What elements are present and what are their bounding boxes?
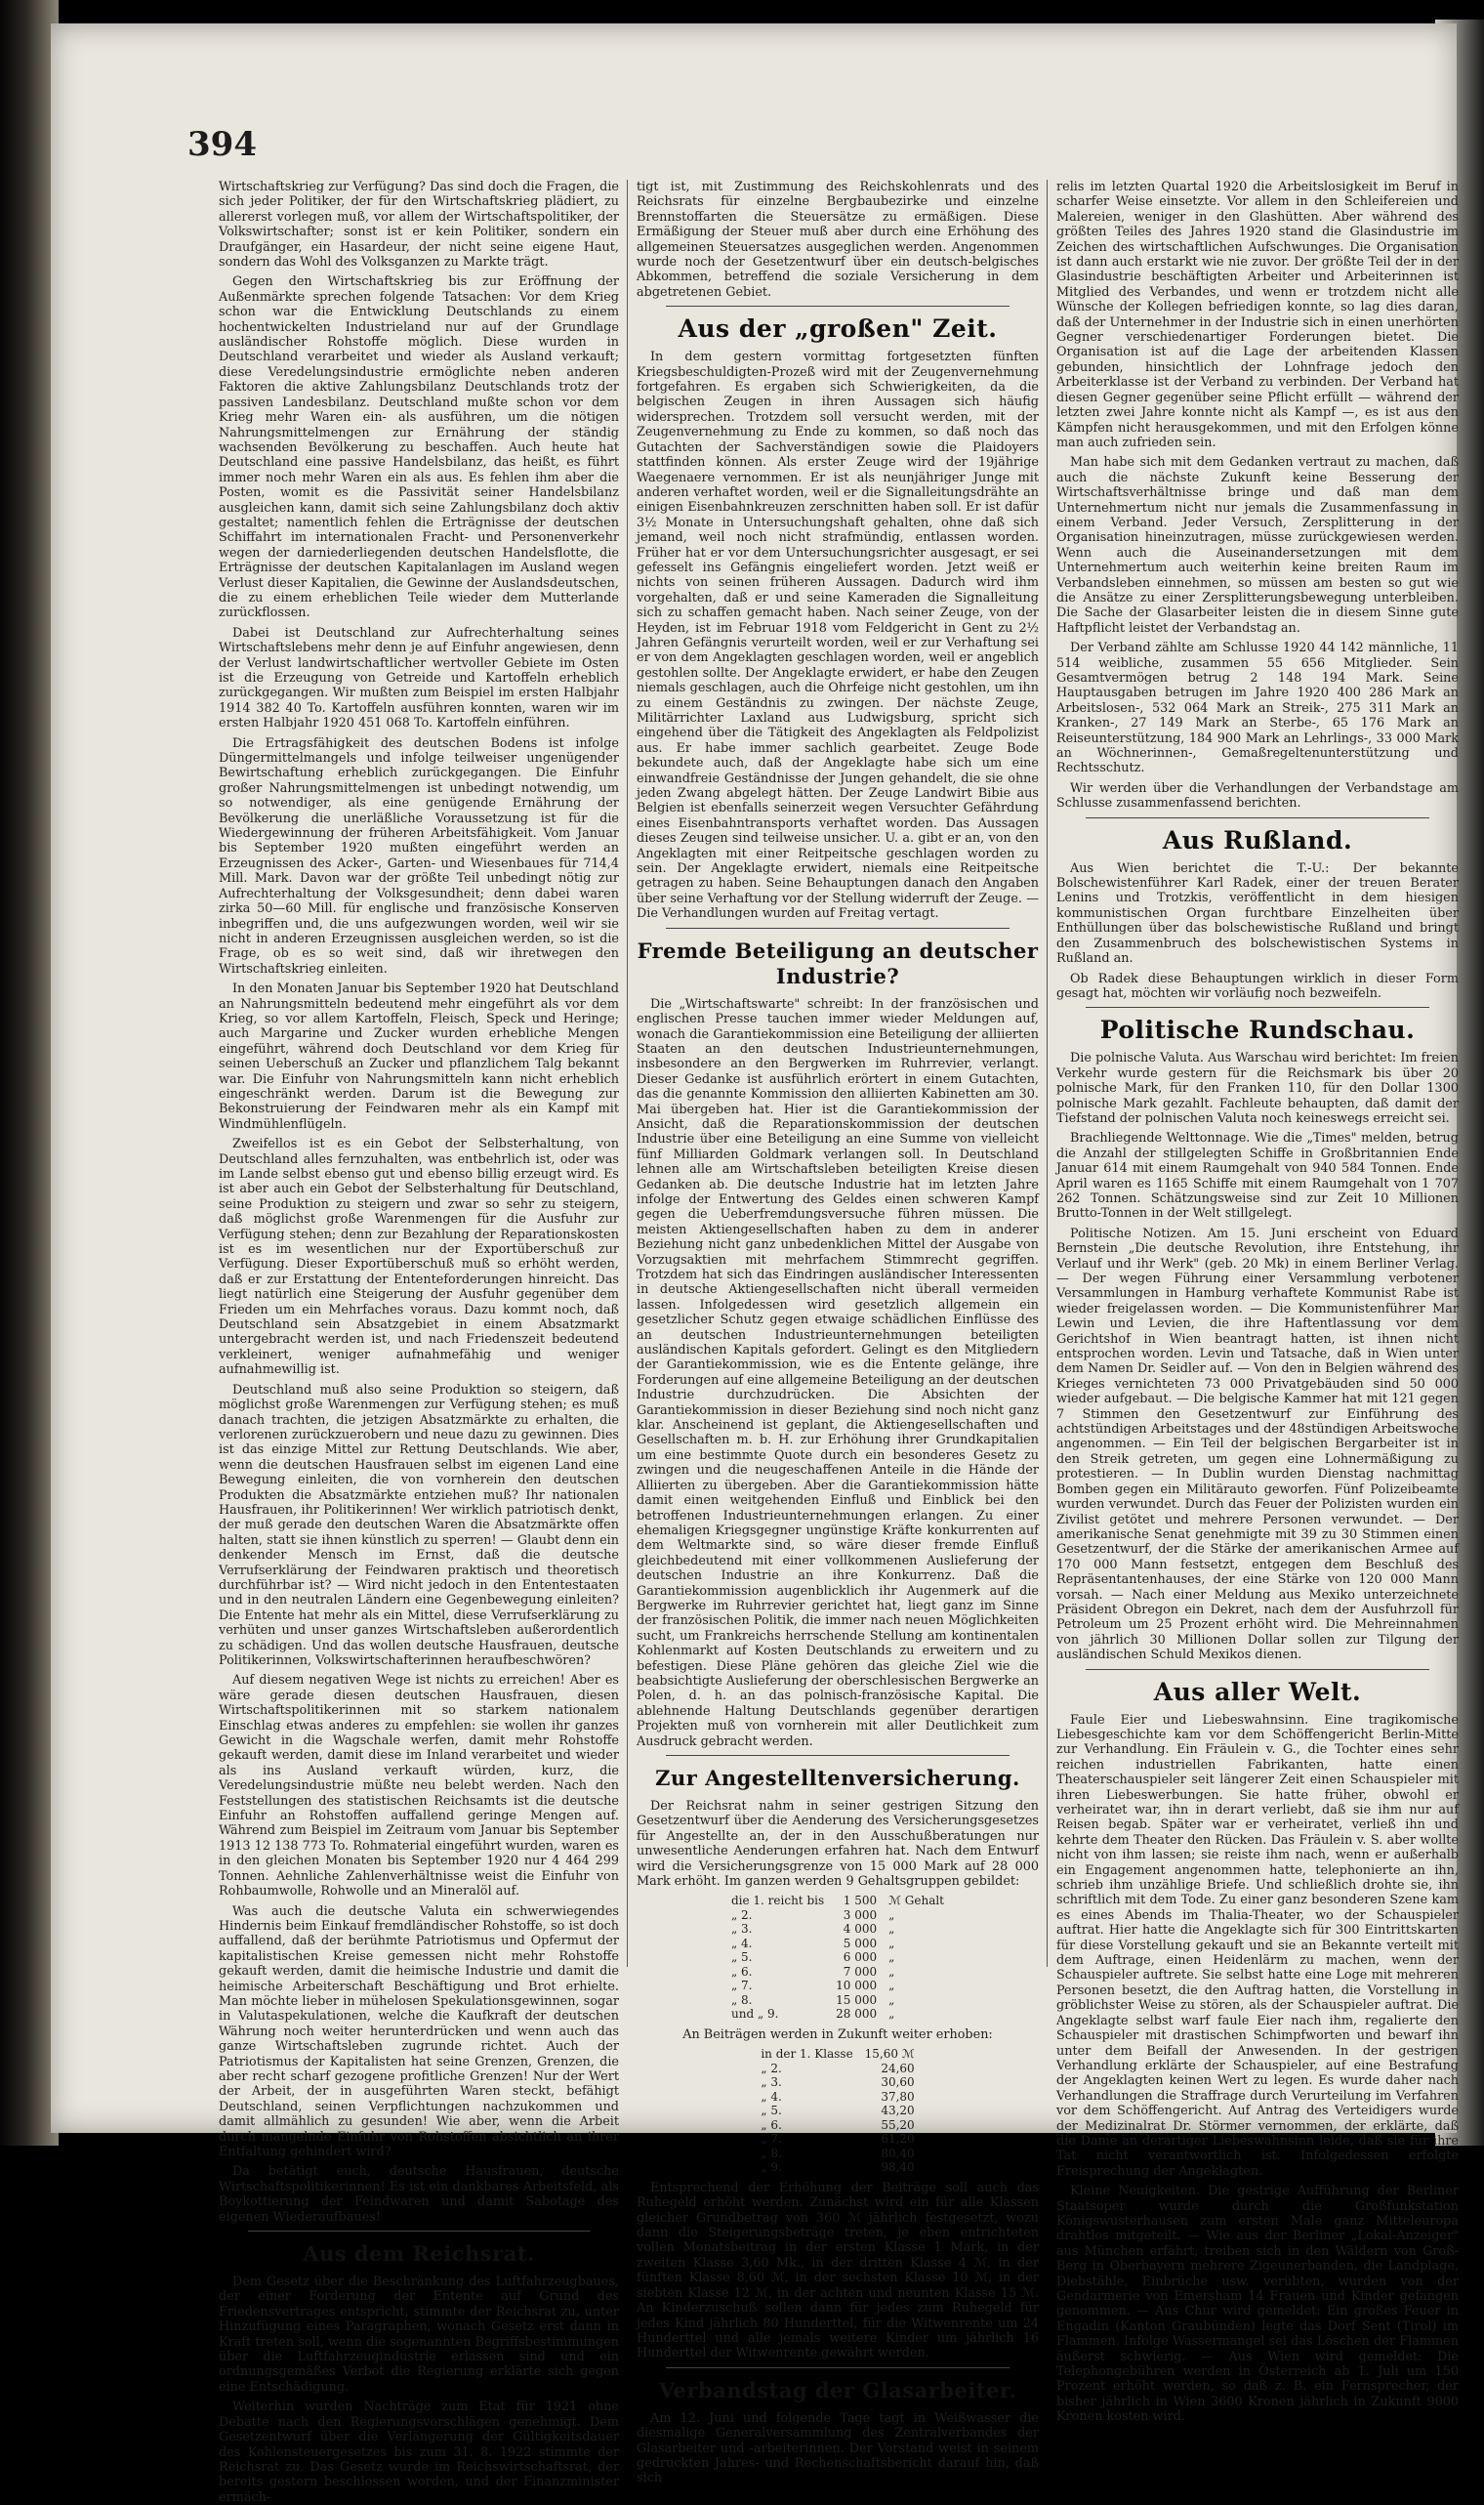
table-cell: 6 000: [843, 1950, 878, 1965]
contribution-row: [755, 2062, 920, 2076]
salary-groups-table: [725, 1894, 950, 2022]
table-cell: „: [888, 1936, 895, 1950]
article-paragraph: Zweifellos ist es ein Gebot der Selbsterhaltung, von Deutschland alles fernzuhalten, was entbehrlich ist, oder was im Lande selbst ebenso gut und ebenso billig erzeugt wird. Es ist aber auch ein Gebot der Selbsterhaltung für Deutschland, seine Produktion zu steigern und zwar so sehr zu steigern, daß möglichst große Warenmengen für die Ausfuhr zur Verfügung stehen; denn zur Bezahlung der Reparationskosten ist es im wesentlichen nur der Exportüberschuß zur Verfügung. Dieser Exportüberschuß muß so erhöht werden, daß er zur Erstattung der Ententeforderungen hinreicht. Das liegt natürlich eine Steigerung der Ausfuhr gegenüber dem Frieden um ein Mehrfaches voraus. Dazu kommt noch, daß Deutschland sein Absatzgebiet in einem Absatzmarkt untergebracht werden ist, und nach Friedenszeit bedeutend verkleinert, weniger aufnahmefähig und weniger aufnahmewillig ist.: [219, 1137, 619, 1378]
table-cell: und „ 9.: [730, 2007, 779, 2022]
column-right: [1056, 180, 1459, 2425]
article-paragraph: Aus Wien berichtet die T.-U.: Der bekannte Bolschewistenführer Karl Radek, einer der treuen Berater Lenins und Trotzkis, veröffentlicht in dem hiesigen kommunistischen Organ furchtbare Einzelheiten über Enthüllungen über das bolschewistische Rußland und bringt den Zusammenbruch des bolschewistischen Systems in Rußland an.: [1056, 860, 1459, 967]
article-paragraph: Was auch die deutsche Valuta ein schwerwiegendes Hindernis beim Einkauf fremdländischer Rohstoffe, so ist doch auffallend, daß der berühmte Patriotismus und Opfermut der kapitalistischen Kreise gemessen nicht mehr Rohstoffe gekauft werden, damit die heimische Industrie und damit die heimische Arbeiterschaft Beschäftigung und Brot erhielte. Man möchte lieber in mühelosen Spekulationsgewinnen, sogar in Valutaspekulationen, welche die Kaufkraft der deutschen Währung noch weiter herunterdrücken und wenn auch das ganze Wirtschaftsleben zugrunde richtet. Auch der Patriotismus der Kapitalisten hat seine Grenzen, Grenzen, die aber recht scharf gezogene profitliche Grenzen! Nur der Wert der Arbeit, der in ausgeführten Waren steckt, befähigt Deutschland, seinen Verpflichtungen nachzukommen und damit allmählich zu gesunden! Wie aber, wenn die Arbeit durch mangelnde Einfuhr von Rohstoffen absichtlich an ihrer Entfaltung gehindert wird?: [219, 1903, 619, 2159]
table-cell: 24,60: [881, 2061, 915, 2075]
section-divider: [248, 2231, 590, 2232]
contribution-intro: An Beiträgen werden in Zukunft weiter erhoben:: [682, 2026, 993, 2042]
article-paragraph: Dem Gesetz über die Beschränkung des Luftfahrzeugbaues, der einer Forderung der Entente auf Grund des Friedensvertrages entspricht, stimmte der Reichsrat zu, unter Hinzufügung eines Paragraphen, wonach Gesetz erst dann in Kraft treten soll, wenn die sogenannten Begriffsbestimmungen über die Luftfahrzeugindustrie erlassen sind und ein ordnungsgemäßes Verbot die Regierung erklärte sich gegen eine Entschädigung.: [219, 2275, 619, 2395]
section-divider: [666, 928, 1010, 929]
article-paragraph: Am 12. Juni und folgende Tage tagt in Weißwasser die diesmalige Generalversammlung des Zentralverbandes der Glasarbeiter und -arbeiterinnen. Der Vorstand weist in seinem gedruckten Jahres- und Rechenschaftsbericht darauf hin, daß sich: [637, 2410, 1039, 2486]
table-cell: „ 6.: [761, 2117, 782, 2132]
table-cell: „: [888, 1992, 895, 2007]
article-paragraph: Deutschland muß also seine Produktion so steigern, daß möglichst große Warenmengen zur Verfügung stehen; es muß danach trachten, die jetzigen Absatzmärkte zu erhalten, die verlorenen zurückzuerobern und neue dazu zu gewinnen. Dies ist das einzige Mittel zur Rettung Deutschlands. Wie aber, wenn die deutschen Hausfrauen selbst im eigenen Land eine Bewegung einleiten, die von vornherein den deutschen Produkten die Absatzmärkte entziehen muß? Ihr nationalen Hausfrauen, ihr Politikerinnen! Wer wirklich patriotisch denkt, der muß gerade den deutschen Waren die Absatzmärkte offen halten, statt sie ihnen künstlich zu sperren! — Glaubt denn ein denkender Mensch im Ernst, daß die deutsche Verrufserklärung der Feindwaren praktisch und theoretisch durchführbar ist? — Wird nicht jedoch in den Ententestaaten und in den neutralen Ländern eine Gegenbewegung einleiten? Die Entente hat mehr als ein Mittel, diese Verrufserklärung zu verhüten und unser ganzes Wirtschaftsleben außerordentlich zu schädigen. Und das wollen deutsche Hausfrauen, deutsche Politikerinnen, Volkswirtschafterinnen heraufbeschwören?: [219, 1382, 619, 1668]
table-cell: „: [888, 1964, 895, 1979]
table-cell: 37,80: [881, 2089, 915, 2104]
table-cell: 5 000: [843, 1936, 878, 1950]
section-divider: [1086, 817, 1429, 818]
article-paragraph: relis im letzten Quartal 1920 die Arbeitslosigkeit im Beruf in scharfer Weise einsetzte. Vor allem in den Schleifereien und Malereien, weniger in den Glashütten. Aber während des größten Teiles des Jahres 1920 stand die Glasindustrie im Zeichen des wirtschaftlichen Aufschwunges. Die Organisation ist dann auch erstarkt wie nie zuvor. Der größte Teil der in der Glasindustrie beschäftigten Arbeiter und Arbeiterinnen ist Mitglied des Verbandes, und wenn er trotzdem nicht alle Wünsche der Kollegen befriedigen konnte, so lag dies daran, daß der Unternehmer in der Industrie sich in einen unerhörten Gegner verschiedenartiger Forderungen bietet. Die Organisation ist auf die Lage der arbeitenden Klassen gebunden, hinsichtlich der Lohnfrage jedoch den Arbeiterklasse ist der Verband zu verbinden. Der Verband hat diesen Gegner gegenüber seine Pflicht erfüllt — während der letzten zwei Jahre konnte nicht als Kampf —, es ist aus den Kämpfen nicht herausgekommen, und mit den Erfolgen könne man auch zufrieden sein.: [1056, 180, 1459, 450]
article-paragraph: Auf diesem negativen Wege ist nichts zu erreichen! Aber es wäre gerade diesen deutschen Hausfrauen, diesen Wirtschaftspolitikerinnen mit so starkem nationalem Einschlag etwas anderes zu empfehlen: sie wollen ihr ganzes Gewicht in die Wagschale werfen, damit mehr Rohstoffe gekauft werden, damit diese im Inland verarbeitet und wieder als ins Ausland verkauft würden, kurz, die Veredelungsindustrie müßte neu belebt werden. Nach den Feststellungen des statistischen Reichsamts ist die deutsche Einfuhr an Rohstoffen auffallend geringe Mengen auf. Während zum Beispiel im Zeitraum vom Januar bis September 1913 12 138 773 To. Rohmaterial eingeführt wurden, waren es in den gleichen Monaten bis September 1920 nur 4 464 299 Tonnen. Aehnliche Zahlenverhältnisse weist die Einfuhr von Rohbaumwolle, Rohwolle und an Mineralöl auf.: [219, 1673, 619, 1900]
table-cell: „: [888, 1907, 895, 1922]
article-paragraph: Kleine Neuigkeiten. Die gestrige Aufführung der Berliner Staatsoper wurde durch die Großfunkstation Königswusterhausen zum ersten Male ganz Mitteleuropa drahtlos mitgeteilt. — Wie aus der Berliner „Lokal-Anzeiger" aus München erfährt, treiben sich in den Wäldern von Groß-Berg in Oberbayern mehrere Zigeunerbanden, die Landplage, Diebstähle, Einbrüche usw. verübten, wurden von der Gendarmerie von Emersham 14 Frauen und Kinder gefangen genommen. — Aus Chur wird gemeldet: Ein großes Feuer in Engadin (Kanton Graubünden) legte das Dorf Sent (Tirol) im Flammen. Infolge Wassermangel sei das Löschen der Flammen äußerst schwierig. — Aus Wien wird gemeldet: Die Telephongebühren werden in Österreich ab 1. Juli um 150 Prozent erhöht werden, so daß z. B. ein Fernsprecher, der bisher jährlich in Wien 3600 Kronen jährlich in Zukunft 9000 Kronen kosten wird.: [1056, 2184, 1459, 2425]
article-paragraph: tigt ist, mit Zustimmung des Reichskohlenrats und des Reichsrats für einzelne Bergbaubezirke und einzelne Brennstoffarten die Steuersätze zu ermäßigen. Diese Ermäßigung der Steuer muß aber durch eine Erhöhung des allgemeinen Steuersatzes ausgeglichen werden. Angenommen wurde noch der Gesetzentwurf über ein deutsch-belgisches Abkommen, betreffend die soziale Versicherung in dem abgetretenen Gebiet.: [637, 180, 1039, 300]
article-paragraph: Faule Eier und Liebeswahnsinn. Eine tragikomische Liebesgeschichte kam vor dem Schöffengericht Berlin-Mitte zur Verhandlung. Ein Fräulein v. G., die Tochter eines sehr reichen industriellen Fabrikanten, hatte einen Theaterschauspieler seit längerer Zeit einen Schauspieler mit ihren Liebeswerbungen. Sie hatte früher, obwohl er verheiratet war, ihn in derart verliebt, daß sie ihm nur auf Reisen begab. Später war er verheiratet, verließ ihn und kehrte dem Theater den Rücken. Das Fräulein v. S. aber wollte nicht von ihm lassen; sie reiste ihm nach, wenn er außerhalb ein Engagement angenommen hatte, telephonierte an ihn, schrieb ihm unzählige Briefe. Und schließlich drohte sie, ihn schriftlich mit dem Tode. Zu einer ganz besonderen Szene kam es eines Abends im Thalia-Theater, wo der Schauspieler auftrat. Hier hatte die Angeklagte sich für 300 Eintrittskarten für diese Vorstellung gekauft und sie an Bekannte verteilt mit dem Auftrage, einen Heidenlärm zu machen, wenn der Schauspieler auftrete. Sie selbst hatte eine Loge mit mehreren Personen besetzt, die den Auftrag hatten, die Vorstellung in gröblichster Weise zu stören, als der Schauspieler auftrat. Die Angeklagte selbst warf faule Eier nach ihm, regalierte den Schauspieler mit drastischen Schimpfworten und bewarf ihn unter dem Beifall der Anwesenden. In der gestrigen Verhandlung erklärte der Schauspieler, auf eine Bestrafung der Angeklagten keinen Wert zu legen. Es wurde daher nach Verhandlungen die Straffrage durch Verurteilung im Verfahren vor dem Schöffengericht. Auf Antrag des Verteidigers wurde der Medizinalrat Dr. Störmer vernommen, der erklärte, daß die Dame an derartiger Liebeswahnsinn leide, daß sie für ihre Tat nicht verantwortlich ist. Infolgedessen erfolgte Freisprechung der Angeklagten.: [1056, 1712, 1459, 2179]
table-cell: 80,40: [881, 2146, 915, 2160]
headline-grosse-zeit: Aus der „großen" Zeit.: [678, 314, 998, 344]
article-paragraph: Da betätigt euch, deutsche Hausfrauen, deutsche Wirtschaftspolitikerinnen! Es ist ein dankbares Arbeitsfeld, als Boykottierung der Feindwaren und damit Sabotage des eigenen Wiederaufbaues!: [219, 2164, 619, 2225]
article-paragraph: Der Verband zählte am Schlusse 1920 44 142 männliche, 11 514 weibliche, zusammen 55 656 Mitglieder. Sein Gesamtvermögen betrug 2 148 194 Mark. Seine Hauptausgaben betrugen im Jahre 1920 400 286 Mark an Arbeitslosen-, 532 064 Mark an Streik-, 275 311 Mark an Kranken-, 27 149 Mark an Sterbe-, 65 176 Mark an Reiseunterstützung, 184 900 Mark an Lehrlings-, 33 000 Mark an Wöchnerinnen-, Gemaßregeltenunterstützung und Rechtsschutz.: [1056, 641, 1459, 776]
article-paragraph: Wirtschaftskrieg zur Verfügung? Das sind doch die Fragen, die sich jeder Politiker, der für den Wirtschaftskrieg plädiert, zu allererst vorlegen muß, vor allem der Wirtschaftspolitiker, der Volkswirtschafter; sonst ist er kein Politiker, sondern ein Draufgänger, ein Hasardeur, der nicht seine eigene Haut, sondern das Wohl des Volksganzen zu Markte trägt.: [219, 180, 619, 271]
headline-angestelltenversicherung: Zur Angestelltenversicherung.: [655, 1766, 1020, 1790]
contribution-row: [755, 2047, 920, 2062]
table-cell: 10 000: [836, 1979, 878, 1993]
column-left: [219, 180, 619, 2505]
column-rule: [627, 180, 628, 1967]
article-paragraph: Dabei ist Deutschland zur Aufrechterhaltung seines Wirtschaftslebens mehr denn je auf Einfuhr angewiesen, denn der Verlust landwirtschaftlicher wertvoller Gebiete im Osten ist die Erzeugung von Getreide und Kartoffeln erheblich zurückgegangen. Wir mußten zum Beispiel im ersten Halbjahr 1914 382 40 To. Kartoffeln ausführen konnten, waren wir im ersten Halbjahr 1920 451 068 To. Kartoffeln einführen.: [219, 625, 619, 731]
article-paragraph: Wir werden über die Verhandlungen der Verbandstage am Schlusse zusammenfassend berichten.: [1056, 780, 1459, 812]
section-divider: [666, 306, 1010, 307]
contribution-row: [755, 2147, 920, 2161]
section-divider: [1086, 1007, 1429, 1008]
table-cell: „ 2.: [761, 2061, 782, 2075]
table-cell: 43,20: [881, 2104, 915, 2118]
article-paragraph: In den Monaten Januar bis September 1920 hat Deutschland an Nahrungsmitteln bedeutend mehr eingeführt als vor dem Krieg, so vor allem Kartoffeln, Fleisch, Speck und Heringe; auch Margarine und Zucker wurden erhebliche Mengen eingeführt, während doch Deutschland vor dem Krieg für seinen Ueberschuß an Zucker und pflanzlichem Talg bekannt war. Die Einfuhr von Nahrungsmitteln kann nicht erheblich eingeschränkt werden. Darum ist die Bewegung zur Bekonstruierung der Feindwaren mehr als ein Kampf mit Windmühlenflügeln.: [219, 981, 619, 1132]
article-paragraph: Man habe sich mit dem Gedanken vertraut zu machen, daß auch die nächste Zukunft keine Besserung der Wirtschaftsverhältnisse bringe und daß man dem Unternehmertum nicht nur jemals die Zusammenfassung in einem Verband. Jeder Versuch, Zersplitterung in der Organisation hineinzutragen, müsse zurückgewiesen werden. Wenn auch die Auseinandersetzungen mit dem Unternehmertum auch weiterhin keine breiten Raum im Verbandsleben einnehmen, so müssen am besten so gut wie die Ansätze zu einer Zersplitterungsbewegung unterbleiben. Die Sache der Glasarbeiter leisten die in diesem Sinne gute Haftpflicht leistet der Verbandstag an.: [1056, 455, 1459, 636]
salary-group-row: [725, 1937, 950, 1951]
column-middle: [637, 180, 1039, 2486]
table-cell: 7 000: [843, 1964, 878, 1979]
table-cell: „: [888, 1950, 895, 1965]
table-cell: ℳ Gehalt: [888, 1894, 945, 1908]
headline-glasarbeiter: Verbandstag der Glasarbeiter.: [658, 2377, 1017, 2402]
table-cell: 55,20: [881, 2117, 915, 2132]
table-cell: „: [888, 2007, 895, 2022]
article-paragraph: Entsprechend der Erhöhung der Beiträge soll auch das Ruhegeld erhöht werden. Zunächst wird ein für alle Klassen gleicher Grundbetrag von 360 ℳ jährlich festgesetzt, wozu dann die Steigerungsbeträge treten, je eben entrichteten vollen Monatsbeitrag in der ersten Klasse 1 Mark, in der zweiten Klasse 3,60 Mk., in der dritten Klasse 4 ℳ, in der fünften Klasse 8,60 ℳ, in der sechsten Klasse 10 ℳ, in der siebten Klasse 12 ℳ, in der achten und neunten Klasse 15 ℳ. An Kinderzuschuß sollen dann für jedes zum Ruhegeld für jedes Kind jährlich 80 Hunderttel, für die Witwenrente um 24 Hunderttel und alle jemals weitere Kinder um jährlich 16 Hunderttel der Witwenrente gewährt werden.: [637, 2180, 1039, 2361]
contribution-row: [755, 2132, 920, 2147]
table-cell: „ 3.: [761, 2075, 782, 2090]
article-paragraph: Politische Notizen. Am 15. Juni erscheint von Eduard Bernstein „Die deutsche Revolution, ihre Entstehung, ihr Verlauf und ihr Werk" (geb. 20 Mk) in einem Berliner Verlag. — Der wegen Führung einer Versammlung verbotener Versammlungen in Hamburg verhaftete Kommunist Rabe ist wieder freigelassen worden. — Die Kommunistenführer Mar Lewin und Levien, die ihre Haftentlassung vor dem Gerichtshof in Wien beantragt hatten, ist ihnen nicht entsprochen worden. Levin und Tatsache, daß in Wien unter dem Namen Dr. Seidler auf. — Von den in Belgien während des Krieges vernichteten 73 000 Privatgebäuden sind 50 000 wieder aufgebaut. — Die belgische Kammer hat mit 121 gegen 7 Stimmen den Gesetzentwurf zur Einführung des achtstündigen Arbeitstages und der 48stündigen Arbeitswoche angenommen. — Ein Teil der belgischen Bergarbeiter ist in den Streik getreten, um gegen eine Lohnermäßigung zu protestieren. — In Dublin wurden Dienstag nachmittag Bomben gegen ein Militärauto geworfen. Fünf Polizeibeamte wurden verwundet. Durch das Feuer der Polizisten wurden ein Zivilist getötet und mehrere Personen verwundet. — Der amerikanische Senat genehmigte mit 39 zu 30 Stimmen einen Gesetzentwurf, der die Stärke der amerikanischen Armee auf 170 000 Mann festsetzt, entgegen dem Beschluß des Repräsentantenhauses, der eine Stärke von 120 000 Mann vorsah. — Nach einer Meldung aus Mexiko unterzeichnete Präsident Obregon ein Dekret, nach dem der Ausfuhrzoll für Petroleum um 25 Prozent erhöht wird. Die Mehreinnahmen von jährlich 30 Millionen Dollar sollen zur Tilgung der ausländischen Schuld Mexikos dienen.: [1056, 1226, 1459, 1663]
salary-group-row: [725, 2007, 950, 2022]
table-cell: 4 000: [843, 1922, 878, 1937]
salary-group-row: [725, 1922, 950, 1937]
article-paragraph: Die „Wirtschaftswarte" schreibt: In der französischen und englischen Presse tauchen immer wieder Meldungen auf, wonach die Garantiekommission eine Beteiligung der alliierten Staaten an den deutschen Industrieunternehmungen, insbesondere an den Bergwerken im Ruhrrevier, verlangt. Dieser Gedanke ist ausführlich erörtert in einem Gutachten, das die genannte Kommission den alliierten Kabinetten am 30. Mai übergeben hat. Hier ist die Garantiekommission der Ansicht, daß die Reparationskommission der deutschen Industrie über eine Beteiligung an eine Summe von vielleicht fünf Milliarden Goldmark verlangen soll. In Deutschland lehnen alle am Wirtschaftsleben beteiligten Kreise diesen Gedanken ab. Die deutsche Industrie hat im letzten Jahre infolge der Entwertung des Geldes einen schweren Kampf gegen die Ueberfremdungsversuche führen müssen. Die meisten Aktiengesellschaften haben zu dem in anderer Beziehung nicht ganz unbedenklichen Mittel der Ausgabe von Vorzugsaktien mit mehrfachem Stimmrecht gegriffen. Trotzdem hat sich das Eindringen ausländischer Interessenten in deutsche Aktiengesellschaften nicht überall vermeiden lassen. Infolgedessen wird gesetzlich allgemein ein gesetzlicher Schutz gegen etwaige schädlichen Einflüsse des an deutschen Industrieunternehmungen beteiligten ausländischen Kapitals gefordert. Gelingt es den Mitgliedern der Garantiekommission, wie es die Entente gelänge, ihre Forderungen auf eine allgemeine Beteiligung an der deutschen Industrie durchzudrücken. Die Absichten der Garantiekommission in dieser Beziehung sind noch nicht ganz klar. Anscheinend ist geplant, die Aktiengesellschaften und Gesellschaften m. b. H. zur Erhöhung ihrer Grundkapitalien um eine bestimmte Quote durch ein besonderes Gesetz zu zwingen und die neugeschaffenen Anteile in die Hände der Alliierten zu übergeben. Aber die Garantiekommission hätte damit einen weitgehenden Einfluß und Einblick bei den betroffenen Industrieunternehmungen erlangen. Zu einer ehemaligen Kriegsgegner ungünstige Kräfte konkurrenten auf dem Weltmarkte sind, so wäre dieser fremde Einfluß gleichbedeutend mit einer vollkommenen Auslieferung der deutschen Industrie an ihre Konkurrenz. Daß die Garantiekommission augenblicklich ihr Augenmerk auf die Bergwerke im Ruhrrevier gerichtet hat, liegt ganz im Sinne der französischen Politik, die immer nach neuen Möglichkeiten sucht, um Frankreichs herrschende Stellung am kontinentalen Kohlenmarkt auf Kosten Deutschlands zu erweitern und zu befestigen. Diese Pläne gehören das gleiche Ziel wie die beabsichtigte Auslieferung der oberschlesischen Bergwerke an Polen, d. h. an das polnisch-französische Kapital. Die ablehnende Haltung Deutschlands gegenüber derartigen Projekten muß von vornherein mit aller Deutlichkeit zum Ausdruck gebracht werden.: [637, 996, 1039, 1749]
article-paragraph: In dem gestern vormittag fortgesetzten fünften Kriegsbeschuldigten-Prozeß wird mit der Zeugenvernehmung fortgefahren. Es ergaben sich Schwierigkeiten, da die belgischen Zeugen in ihren Aussagen sich häufig widersprechen. Trotzdem soll versucht werden, mit der Zeugenvernehmung zu Ende zu kommen, so daß noch das Gutachten der Sachverständigen sowie die Plaidoyers stattfinden können. Als erster Zeuge wird der 19jährige Waegenaere vernommen. Er ist als neunjähriger Junge mit anderen verhaftet worden, weil er die Signalleitungsdrähte an einigen Eisenbahnkreuzen zerschnitten haben soll. Er ist dafür 3½ Monate in Untersuchungshaft gehalten, ohne daß sich jemand, weil noch nicht strafmündig, entlassen worden. Früher hat er vor dem Untersuchungsrichter ausgesagt, er sei gefesselt ins Gefängnis eingeliefert worden. Jetzt weiß er nichts von seinen früheren Aussagen. Dadurch wird ihm vorgehalten, daß er und seine Kameraden die Signalleitung sich zu schaffen gemacht haben. Nach seiner Zeuge, von der Heyden, ist im Februar 1918 vom Feldgericht in Gent zu 2½ Jahren Gefängnis verurteilt worden, weil er zur Verhaftung sei er von dem Angeklagten geschlagen worden, weil er angeblich gestohlen sollte. Der Angeklagte erwidert, er habe den Zeugen niemals geschlagen, auch die Ohrfeige nicht gestohlen, um ihn zu einem Geständnis zu zwingen. Der nächste Zeuge, Militärrichter Laxland aus Ludwigsburg, spricht sich eingehend über die Tätigkeit des Angeklagten als Feldpolizist aus. Er habe immer sachlich gearbeitet. Zeuge Bode bekundete auch, daß der Angeklagte habe sich um eine einwandfreie Geständnisse der Jungen gehandelt, die sie ohne jeden Zwang abgelegt hätten. Der Zeuge Landwirt Bibie aus Belgien ist ebenfalls seinerzeit wegen Versuchter Gefährdung eines Eisenbahntransports verhaftet worden. Das Aussagen dieses Zeugen sind teilweise unsicher. U. a. gibt er an, von den Angeklagten mit einer Reitpeitsche geschlagen worden zu sein. Der Angeklagte erwidert, niemals eine Reitpeitsche getragen zu haben. Seine Behauptungen danach den Angaben über seine Verhaftung vor der Stellung widerruft der Zeuge. — Die Verhandlungen wurden auf Freitag vertagt.: [637, 350, 1039, 922]
article-paragraph: Gegen den Wirtschaftskrieg bis zur Eröffnung der Außenmärkte sprechen folgende Tatsachen: Vor dem Krieg schon war die Entwicklung Deutschlands zu einem hochentwickelten Industrieland nur auf der Grundlage ausländischer Rohstoffe möglich. Diese wurden in Deutschland verarbeitet und wieder als Ausland verkauft; diese Veredelungsindustrie ermöglichte neben anderen Faktoren die aktive Zahlungsbilanz Deutschlands trotz der passiven Landesbilanz. Deutschland mußte schon vor dem Krieg mehr Waren ein- als ausführen, um die nötigen Nahrungsmittelmengen zur Ernährung der ständig wachsenden Bevölkerung zu beschaffen. Auch heute hat Deutschland eine passive Handelsbilanz, das heißt, es führt immer noch mehr Waren ein als aus. Es fehlen ihm aber die Posten, womit es die Passivität seiner Handelsbilanz ausgleichen kann, damit sich seine Zahlungsbilanz doch aktiv gestaltet; namentlich fehlen die Erträgnisse der deutschen Schiffahrt im internationalen Fracht- und Personenverkehr wegen der darniederliegenden deutschen Handelsflotte, die Erträgnisse der deutschen Kapitalanlagen im Ausland wegen Verlust dieser Kapitalien, die Gewinne der Auslandsdeutschen, die zu einem erheblichen Teile wieder dem Mutterlande zurückflossen.: [219, 274, 619, 621]
table-cell: „ 4.: [761, 2089, 782, 2104]
headline-fremde-beteiligung: Fremde Beteiligung an deutscher Industrie?: [637, 938, 1039, 988]
table-cell: 61,20: [881, 2132, 915, 2147]
table-cell: 1 500: [843, 1894, 878, 1908]
contributions-table: [755, 2047, 920, 2175]
table-cell: „: [888, 1979, 895, 1993]
article-paragraph: Die polnische Valuta. Aus Warschau wird berichtet: Im freien Verkehr wurde gestern für die Reichsmark bis über 20 polnische Mark, für den Franken 110, für den Dollar 1300 polnische Mark gezahlt. Fachleute behaupten, daß damit der Tiefstand der polnischen Valuta noch keineswegs erreicht sei.: [1056, 1051, 1459, 1126]
salary-group-row: [725, 1908, 950, 1923]
table-cell: in der 1. Klasse: [761, 2047, 853, 2062]
headline-politische-rundschau: Politische Rundschau.: [1099, 1016, 1416, 1045]
table-cell: 3 000: [843, 1907, 878, 1922]
table-cell: „ 8.: [730, 1992, 753, 2007]
article-paragraph: Brachliegende Welttonnage. Wie die „Times" melden, betrug die Anzahl der stillgelegten Schiffe in Großbritannien Ende Januar 614 mit einem Raumgehalt von 940 584 Tonnen. Ende April waren es 1165 Schiffe mit einem Raumgehalt von 1 707 262 Tonnen. Schätzungsweise sind zur Zeit 10 Millionen Brutto-Tonnen in der Welt stillgelegt.: [1056, 1131, 1459, 1222]
book-spine: [0, 0, 59, 2146]
contribution-row: [755, 2090, 920, 2105]
table-cell: „ 7.: [730, 1979, 753, 1993]
section-divider: [666, 1755, 1010, 1756]
table-cell: 30,60: [881, 2075, 915, 2090]
salary-group-row: [725, 1965, 950, 1980]
newspaper-page: [51, 23, 1459, 2505]
article-paragraph: Die Ertragsfähigkeit des deutschen Bodens ist infolge Düngermittelmangels und infolge teilweiser ungenügender Bewirtschaftung erheblich zurückgegangen. Die Einfuhr großer Nahrungsmittelmengen ist unbedingt notwendig, um so notwendiger, als eine genügende Ernährung der Bevölkerung die unerläßliche Voraussetzung ist für die Wiedergewinnung der früheren Arbeitsfähigkeit. Vom Januar bis September 1920 mußten eingeführt werden an Erzeugnissen des Acker-, Garten- und Wiesenbaues für 714,4 Mill. Mark. Davon war der größte Teil unbedingt nötig zur Aufrechterhaltung der Volksgesundheit; denn dabei waren zirka 50—60 Mill. für englische und französische Konserven inbegriffen und, die uns aufgezwungen worden, weil wir sie nicht in anderen Erzeugnissen ausgleichen werden, so ist die Frage, ob es so weit sind, daß wir ihretwegen den Wirtschaftskrieg einleiten.: [219, 735, 619, 977]
table-cell: 15 000: [836, 1992, 878, 2007]
contribution-row: [755, 2075, 920, 2090]
contribution-row: [755, 2118, 920, 2133]
table-cell: „ 5.: [730, 1950, 753, 1965]
table-cell: 98,40: [881, 2160, 915, 2175]
headline-russland: Aus Rußland.: [1162, 825, 1353, 855]
article-paragraph: Weiterhin wurden Nachträge zum Etat für 1921 ohne Debatte nach den Regierungsvorschlägen genehmigt. Dem Gesetzentwurf über die Verlängerung der Gültigkeitsdauer des Kohlensteuergesetzes bis zum 31. 8. 1922 stimmte der Reichsrat zu. Das Gesetz wurde im Reichswirtschaftsrat, der bereits gestern beschlossen worden, und der Finanzminister ermäch-: [219, 2400, 619, 2505]
table-cell: die 1. reicht bis: [730, 1894, 825, 1908]
table-cell: „ 5.: [761, 2104, 782, 2118]
headline-reichsrat: Aus dem Reichsrat.: [303, 2241, 535, 2267]
article-paragraph: Ob Radek diese Behauptungen wirklich in dieser Form gesagt hat, möchten wir vorläufig noch bezweifeln.: [1056, 971, 1459, 1001]
table-cell: „ 3.: [730, 1922, 753, 1937]
salary-group-row: [725, 1894, 950, 1908]
column-rule: [1047, 180, 1048, 1967]
section-divider: [666, 2367, 1010, 2368]
table-cell: 15,60 ℳ: [864, 2047, 915, 2062]
table-cell: „ 6.: [730, 1964, 753, 1979]
headline-aus-aller-welt: Aus aller Welt.: [1153, 1677, 1362, 1706]
table-cell: „ 8.: [761, 2146, 782, 2160]
salary-group-row: [725, 1950, 950, 1965]
contribution-row: [755, 2104, 920, 2118]
section-divider: [1086, 1669, 1429, 1670]
salary-group-row: [725, 1993, 950, 2008]
article-paragraph: Der Reichsrat nahm in seiner gestrigen Sitzung den Gesetzentwurf über die Aenderung des Versicherungsgesetzes für Angestellte an, der in den Ausschußberatungen nur unwesentliche Aenderungen erfahren hat. Nach dem Entwurf wird die Versicherungsgrenze von 15 000 Mark auf 28 000 Mark erhöht. Im ganzen werden 9 Gehaltsgruppen gebildet:: [637, 1799, 1039, 1890]
page-number: 394: [187, 125, 257, 164]
table-cell: „ 4.: [730, 1936, 753, 1950]
table-cell: 28 000: [836, 2007, 878, 2022]
contribution-row: [755, 2160, 920, 2175]
table-cell: „ 9.: [761, 2160, 782, 2175]
table-cell: „ 7.: [761, 2132, 782, 2147]
salary-group-row: [725, 1979, 950, 1993]
table-cell: „: [888, 1922, 895, 1937]
table-cell: „ 2.: [730, 1907, 753, 1922]
